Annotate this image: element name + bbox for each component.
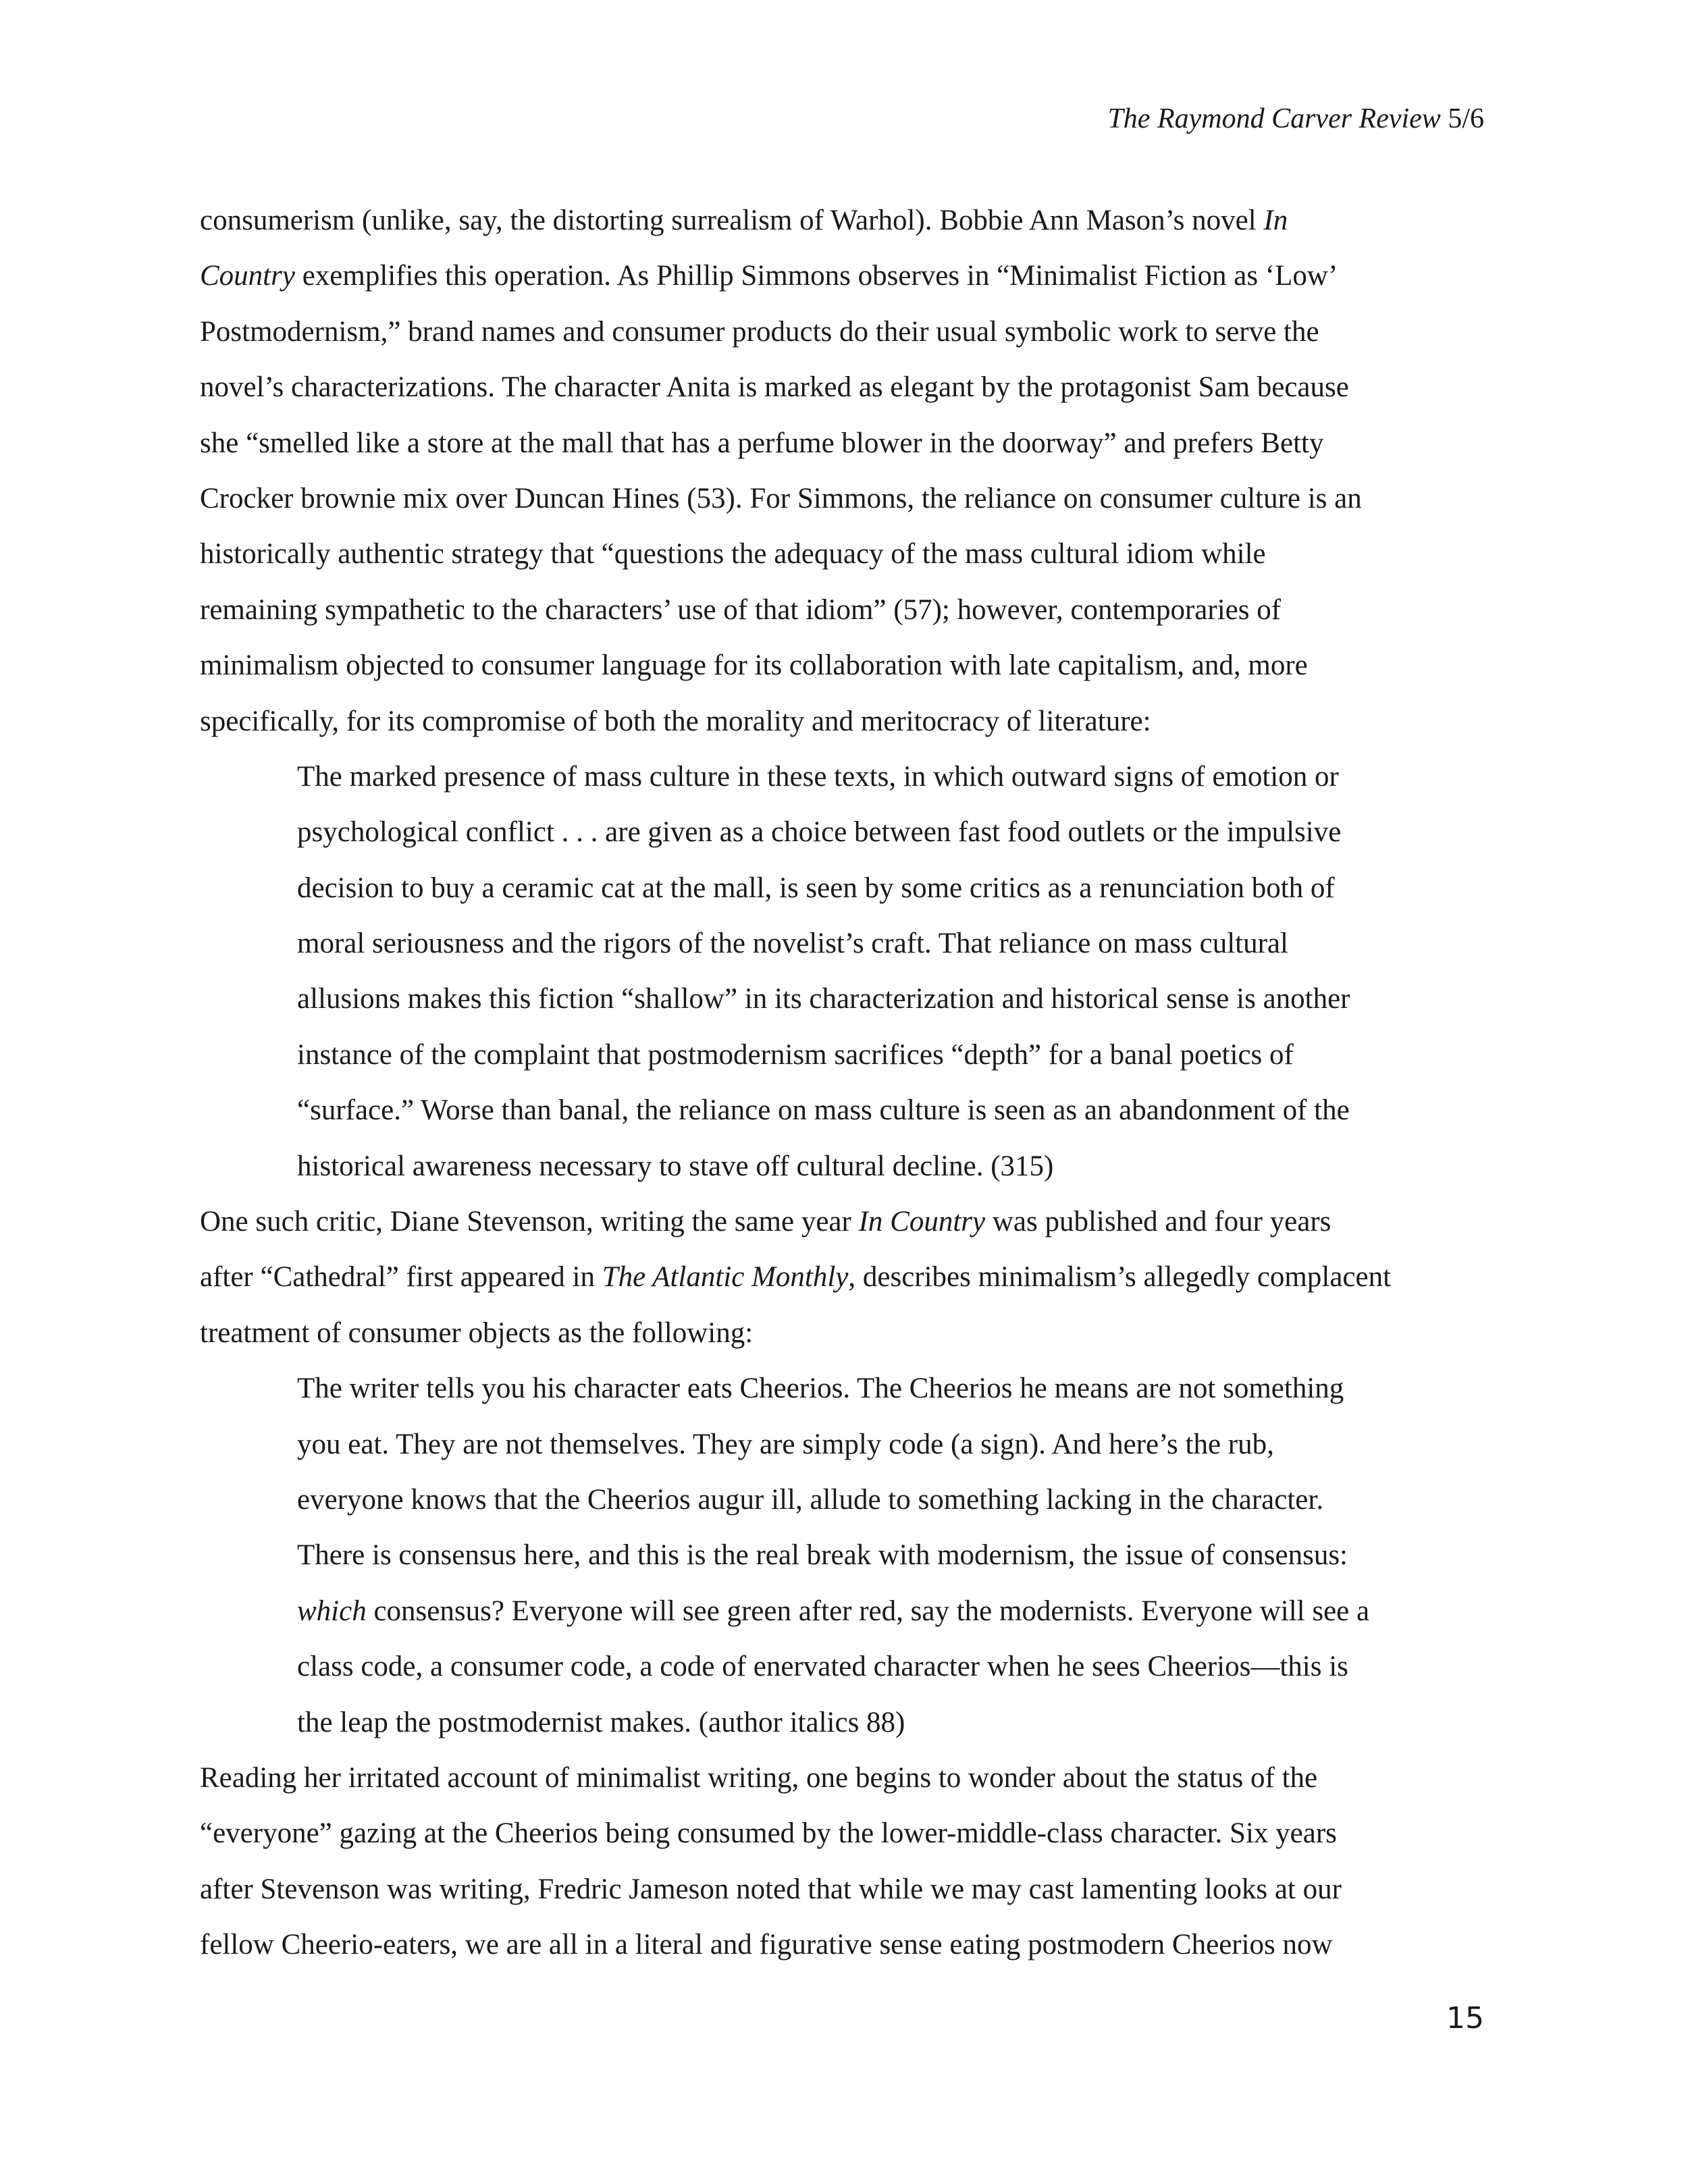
text-line — [200, 1862, 1483, 1917]
text-segment: allusions makes this fiction “shallow” in its characterization and historical sense is another — [297, 983, 1350, 1015]
text-segment: remaining sympathetic to the characters’ use of that idiom” (57); however, contemporaries of — [200, 593, 1282, 626]
journal-title: The Raymond Carver Review — [1107, 103, 1441, 134]
text-segment: Crocker brownie mix over Duncan Hines (53). For Simmons, the reliance on consumer culture is an — [200, 482, 1362, 514]
block-quote-line — [200, 1695, 1483, 1751]
text-line — [200, 1917, 1483, 1973]
text-segment: novel’s characterizations. The character Anita is marked as elegant by the protagonist Sam because — [200, 371, 1349, 404]
issue-number: 5/6 — [1440, 103, 1484, 134]
block-quote-line — [200, 916, 1483, 971]
block-quote-line — [200, 1639, 1483, 1695]
block-quote-line — [200, 1139, 1483, 1194]
text-segment: fellow Cheerio-eaters, we are all in a literal and figurative sense eating postmodern Cheerios now — [200, 1929, 1333, 1961]
text-segment: Reading her irritated account of minimalist writing, one begins to wonder about the status of the — [200, 1761, 1318, 1794]
text-line — [200, 304, 1483, 360]
text-segment: historically authentic strategy that “questions the adequacy of the mass cultural idiom while — [200, 538, 1266, 570]
text-segment: class code, a consumer code, a code of enervated character when he sees Cheerios—this is — [297, 1651, 1348, 1683]
italic-text: In Country — [858, 1206, 986, 1238]
block-quote-line — [200, 805, 1483, 860]
block-quote-line — [200, 749, 1483, 805]
text-segment: after “Cathedral” first appeared in — [200, 1261, 602, 1294]
text-segment: she “smelled like a store at the mall that has a perfume blower in the doorway” and prefers Betty — [200, 427, 1324, 459]
block-quote-line — [200, 1083, 1483, 1138]
block-quote-line — [200, 1361, 1483, 1416]
text-segment: One such critic, Diane Stevenson, writing the same year — [200, 1206, 859, 1238]
text-segment: The writer tells you his character eats Cheerios. The Cheerios he means are not something — [297, 1373, 1344, 1405]
block-quote-line — [200, 971, 1483, 1027]
text-segment: “surface.” Worse than banal, the reliance on mass culture is seen as an abandonment of the — [297, 1094, 1350, 1127]
block-quote-line — [200, 1528, 1483, 1583]
text-segment: exemplifies this operation. As Phillip Simmons observes in “Minimalist Fiction as ‘Low’ — [294, 260, 1338, 292]
text-segment: The marked presence of mass culture in these texts, in which outward signs of emotion or — [297, 760, 1339, 793]
text-line — [200, 583, 1483, 638]
text-line — [200, 416, 1483, 471]
text-segment: consumerism (unlike, say, the distorting surrealism of Warhol). Bobbie Ann Mason’s novel — [200, 205, 1264, 236]
page-number: 15 — [1446, 2001, 1484, 2035]
text-line — [200, 1306, 1483, 1361]
text-segment: There is consensus here, and this is the real break with modernism, the issue of consensus: — [297, 1539, 1348, 1572]
text-line — [200, 1806, 1483, 1861]
text-segment: specifically, for its compromise of both the morality and meritocracy of literature: — [200, 705, 1151, 737]
block-quote-line — [200, 861, 1483, 916]
text-segment: minimalism objected to consumer language for its collaboration with late capitalism, and, more — [200, 649, 1308, 682]
text-segment: everyone knows that the Cheerios augur ill, allude to something lacking in the character. — [297, 1483, 1324, 1516]
block-quote-line — [200, 1028, 1483, 1083]
block-quote-line — [200, 1584, 1483, 1639]
text-segment: treatment of consumer objects as the following: — [200, 1316, 754, 1349]
text-segment: consensus? Everyone will see green after red, say the modernists. Everyone will see a — [366, 1595, 1370, 1627]
text-line — [200, 471, 1483, 527]
text-segment: after Stevenson was writing, Fredric Jameson noted that while we may cast lamenting looks at our — [200, 1873, 1342, 1905]
text-line — [200, 360, 1483, 415]
italic-text: The Atlantic Monthly — [602, 1261, 849, 1294]
text-segment: , describes minimalism’s allegedly complacent — [848, 1261, 1392, 1294]
text-segment: you eat. They are not themselves. They are simply code (a sign). And here’s the rub, — [297, 1428, 1274, 1460]
text-line — [200, 193, 1483, 248]
text-line — [200, 248, 1483, 304]
italic-text: which — [297, 1595, 367, 1627]
text-segment: instance of the complaint that postmodernism sacrifices “depth” for a banal poetics of — [297, 1038, 1294, 1071]
text-segment: was published and four years — [985, 1206, 1331, 1238]
block-quote-line — [200, 1417, 1483, 1472]
text-segment: historical awareness necessary to stave off cultural decline. (315) — [297, 1150, 1054, 1182]
text-line — [200, 638, 1483, 693]
body-text — [200, 193, 1483, 1973]
italic-text: Country — [200, 260, 295, 292]
text-line — [200, 1751, 1483, 1806]
text-line — [200, 1250, 1483, 1305]
text-segment: Postmodernism,” brand names and consumer products do their usual symbolic work to serve the — [200, 315, 1319, 348]
text-segment: the leap the postmodernist makes. (author italics 88) — [297, 1706, 905, 1738]
text-segment: “everyone” gazing at the Cheerios being consumed by the lower-middle-class character. Six years — [200, 1817, 1337, 1850]
text-line — [200, 694, 1483, 749]
text-line — [200, 1194, 1483, 1250]
text-segment: moral seriousness and the rigors of the novelist’s craft. That reliance on mass cultural — [297, 928, 1288, 960]
text-segment: decision to buy a ceramic cat at the mall, is seen by some critics as a renunciation both of — [297, 872, 1335, 904]
running-header — [1107, 99, 1484, 139]
italic-text: In — [1263, 205, 1288, 236]
text-line — [200, 527, 1483, 582]
block-quote-line — [200, 1472, 1483, 1528]
text-segment: psychological conflict . . . are given as a choice between fast food outlets or the impulsive — [297, 816, 1342, 849]
